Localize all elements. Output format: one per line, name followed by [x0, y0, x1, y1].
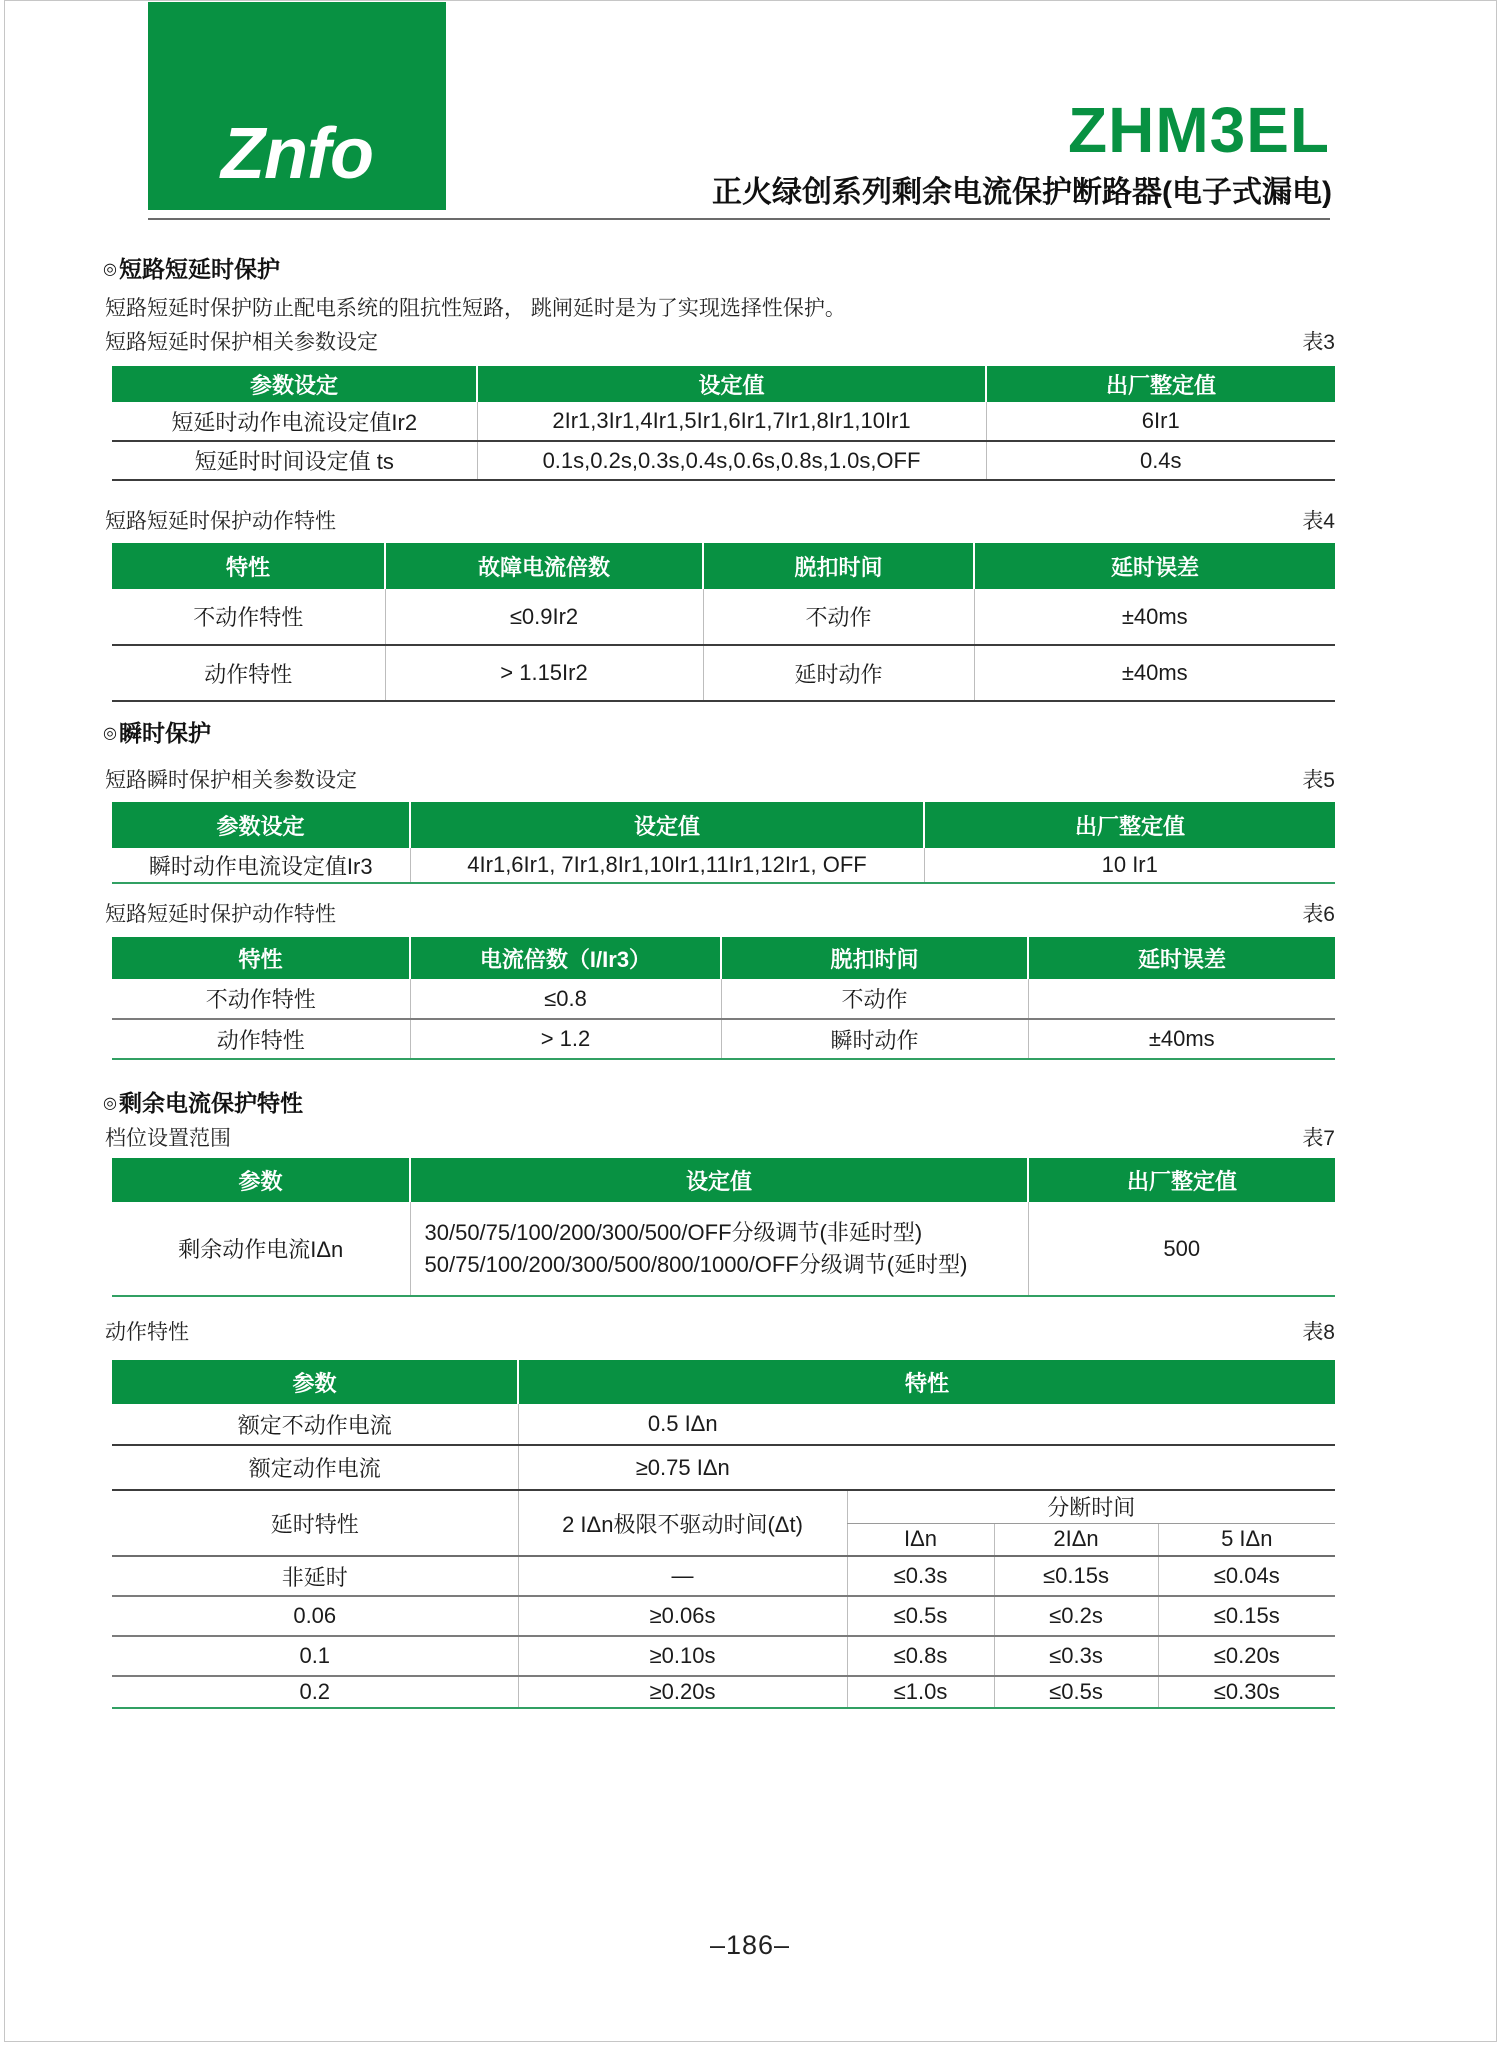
table-operating-characteristics	[112, 1360, 1335, 1709]
table-characteristics-instantaneous	[112, 937, 1335, 1060]
column-subheader: IΔn	[847, 1523, 994, 1556]
table-cell: 6Ir1	[986, 402, 1335, 441]
column-header: 脱扣时间	[721, 937, 1028, 979]
table-cell: 额定动作电流	[248, 1456, 381, 1481]
table-header-row	[112, 1360, 1335, 1404]
table5-tag: 表5	[1302, 769, 1335, 792]
table-row	[112, 1490, 1335, 1523]
table-settings-short-delay	[112, 366, 1335, 481]
product-subtitle: 正火绿创系列剩余电流保护断路器(电子式漏电)	[712, 176, 1332, 209]
table-cell: 剩余动作电流IΔn	[178, 1237, 344, 1262]
section-heading-text: 剩余电流保护特性	[118, 1090, 303, 1116]
table6-label: 短路短延时保护动作特性	[105, 903, 336, 926]
table-settings-instantaneous	[112, 802, 1335, 884]
column-header: 故障电流倍数	[385, 543, 703, 589]
table-cell: 0.5 IΔn	[518, 1404, 847, 1445]
column-header: 特性	[112, 543, 385, 589]
section-bullet-icon: ◎	[103, 1094, 117, 1112]
table7-label: 档位设置范围	[105, 1127, 231, 1150]
table-cell: 4Ir1,6Ir1, 7Ir1,8Ir1,10Ir1,11Ir1,12Ir1, OFF	[410, 848, 924, 883]
table-row	[112, 1445, 1335, 1490]
section-bullet-icon: ◎	[103, 260, 117, 278]
table-cell: ≥0.75 IΔn	[518, 1445, 847, 1490]
column-header: 出厂整定值	[1028, 1158, 1335, 1202]
column-subheader: 2IΔn	[994, 1523, 1158, 1556]
table5-label: 短路瞬时保护相关参数设定	[105, 769, 357, 792]
table-header-row	[112, 1158, 1335, 1202]
column-header: 出厂整定值	[924, 802, 1335, 848]
table8-label: 动作特性	[105, 1321, 189, 1344]
section-heading-instantaneous	[103, 722, 211, 745]
table-cell: ≤0.2s	[994, 1596, 1158, 1636]
table-cell: 额定不动作电流	[237, 1412, 392, 1438]
table-row	[112, 1636, 1335, 1676]
table-header-row	[112, 937, 1335, 979]
table-cell: 瞬时动作	[721, 1019, 1028, 1059]
table-cell: ≤0.15s	[1158, 1596, 1335, 1636]
header-divider	[148, 218, 1330, 220]
column-header: 参数设定	[112, 366, 477, 402]
table-cell: 非延时	[281, 1564, 348, 1590]
table-cell: ≤0.8s	[847, 1636, 994, 1676]
table-cell: 分断时间	[847, 1490, 1335, 1523]
column-header: 参数	[112, 1158, 410, 1202]
column-header: 出厂整定值	[986, 366, 1335, 402]
section-heading-text: 短路短延时保护	[118, 256, 280, 282]
product-code-title: ZHM3EL	[1068, 94, 1330, 166]
column-subheader: 5 IΔn	[1158, 1523, 1335, 1556]
table-row	[112, 441, 1335, 480]
table-cell: ≥0.10s	[518, 1636, 847, 1676]
table-cell: 500	[1028, 1202, 1335, 1296]
table-cell: 0.06	[293, 1603, 337, 1628]
table-row	[112, 1676, 1335, 1708]
column-header: 特性	[112, 937, 410, 979]
table-cell: ≤1.0s	[847, 1676, 994, 1708]
table-row	[112, 402, 1335, 441]
table-cell: 0.1s,0.2s,0.3s,0.4s,0.6s,0.8s,1.0s,OFF	[477, 441, 986, 480]
table-cell: ≤0.5s	[994, 1676, 1158, 1708]
table-cell: 动作特性	[216, 1027, 305, 1053]
table7-tag: 表7	[1302, 1127, 1335, 1150]
table-cell: 2Ir1,3Ir1,4Ir1,5Ir1,6Ir1,7Ir1,8Ir1,10Ir1	[477, 402, 986, 441]
table-cell: ≤0.8	[410, 979, 721, 1019]
table-cell: 瞬时动作电流设定值Ir3	[148, 853, 373, 879]
table-cell: 不动作	[703, 589, 974, 645]
column-header: 参数设定	[112, 802, 410, 848]
table-row	[112, 589, 1335, 645]
table4-label: 短路短延时保护动作特性	[105, 510, 336, 533]
table-row	[112, 979, 1335, 1019]
table-cell: > 1.2	[410, 1019, 721, 1059]
brand-logo-text: Znfo	[221, 114, 373, 194]
table-row	[112, 1019, 1335, 1059]
table-cell: ≤0.9Ir2	[385, 589, 703, 645]
table-cell	[1028, 979, 1335, 1019]
table8-label-row	[105, 1322, 1335, 1343]
table7-label-row	[105, 1128, 1335, 1149]
table-cell: ≤0.30s	[1158, 1676, 1335, 1708]
table-cell: ≤0.20s	[1158, 1636, 1335, 1676]
table-header-row	[112, 543, 1335, 589]
column-header: 延时误差	[974, 543, 1335, 589]
table-row	[112, 1404, 1335, 1445]
table3-tag: 表3	[1302, 331, 1335, 354]
table-cell: ≥0.06s	[518, 1596, 847, 1636]
table-row	[112, 1596, 1335, 1636]
table6-label-row	[105, 904, 1335, 925]
column-header: 设定值	[477, 366, 986, 402]
section-paragraph: 短路短延时保护防止配电系统的阻抗性短路， 跳闸延时是为了实现选择性保护。	[105, 297, 846, 320]
setting-value-line2: 50/75/100/200/300/500/800/1000/OFF分级调节(延时型)	[424, 1251, 968, 1277]
table-cell: —	[518, 1556, 847, 1596]
table3-label-row	[105, 332, 1335, 353]
table-row	[112, 848, 1335, 883]
table-row	[112, 1556, 1335, 1596]
section-heading-short-delay	[103, 258, 280, 281]
table4-tag: 表4	[1302, 510, 1335, 533]
table5-label-row	[105, 770, 1335, 791]
table-range-settings	[112, 1158, 1335, 1297]
table-cell: 不动作	[721, 979, 1028, 1019]
table-row	[112, 645, 1335, 701]
table-cell: 0.1	[299, 1643, 331, 1668]
table-characteristics-short-delay	[112, 543, 1335, 702]
table3-label: 短路短延时保护相关参数设定	[105, 331, 378, 354]
table-cell: 短延时动作电流设定值Ir2	[171, 409, 418, 435]
table4-label-row	[105, 511, 1335, 532]
column-header: 设定值	[410, 1158, 1028, 1202]
page-number: –186–	[709, 1930, 791, 1960]
table-cell: 短延时时间设定值 ts	[194, 449, 394, 474]
column-header: 延时误差	[1028, 937, 1335, 979]
table-cell: 0.4s	[986, 441, 1335, 480]
column-header: 脱扣时间	[703, 543, 974, 589]
table-cell: ≤0.04s	[1158, 1556, 1335, 1596]
table-row	[112, 1202, 1335, 1296]
table6-tag: 表6	[1302, 903, 1335, 926]
setting-value-line1: 30/50/75/100/200/300/500/OFF分级调节(非延时型)	[424, 1219, 923, 1245]
table-cell: 动作特性	[204, 661, 293, 687]
table-header-row	[112, 366, 1335, 402]
table8-tag: 表8	[1302, 1321, 1335, 1344]
column-header: 设定值	[410, 802, 924, 848]
column-header: 特性	[518, 1360, 1335, 1404]
table-cell: ±40ms	[1028, 1019, 1335, 1059]
table-cell: ±40ms	[974, 589, 1335, 645]
table-header-row	[112, 802, 1335, 848]
section-bullet-icon: ◎	[103, 724, 117, 742]
table-cell: ≤0.15s	[994, 1556, 1158, 1596]
table-cell: 不动作特性	[193, 605, 304, 630]
column-header: 参数	[112, 1360, 518, 1404]
table-cell: 0.2	[299, 1679, 331, 1704]
column-header: 电流倍数（I/Ir3）	[410, 937, 721, 979]
table-cell: ≤0.3s	[994, 1636, 1158, 1676]
table-cell: ≤0.3s	[847, 1556, 994, 1596]
table-cell-empty	[847, 1404, 1335, 1445]
section-heading-residual	[103, 1092, 303, 1115]
table-cell: ≥0.20s	[518, 1676, 847, 1708]
table-cell	[410, 1202, 1028, 1296]
table-cell: 2 IΔn极限不驱动时间(Δt)	[518, 1490, 847, 1556]
section-heading-text: 瞬时保护	[118, 720, 211, 746]
table-cell: 延时特性	[112, 1490, 518, 1556]
table-cell: ±40ms	[974, 645, 1335, 701]
table-cell-empty	[847, 1445, 1335, 1490]
table-cell: 延时动作	[703, 645, 974, 701]
table-cell: 10 Ir1	[924, 848, 1335, 883]
table-cell: > 1.15Ir2	[385, 645, 703, 701]
table-cell: ≤0.5s	[847, 1596, 994, 1636]
table-cell: 不动作特性	[205, 987, 316, 1012]
